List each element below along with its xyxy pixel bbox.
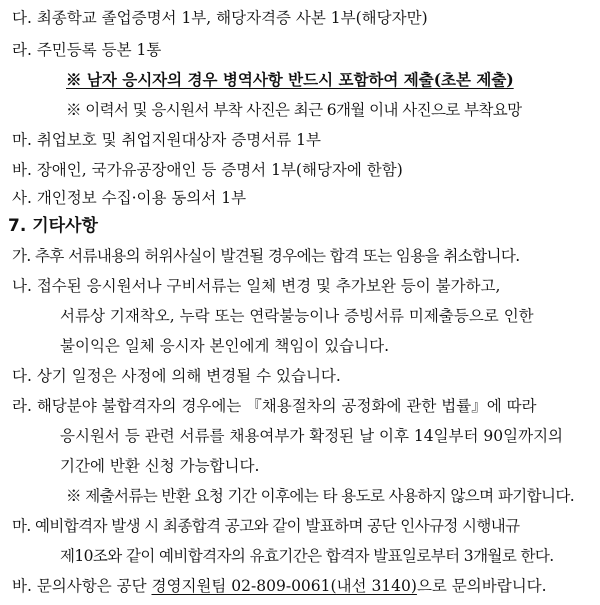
item-ra-line3: 기간에 반환 신청 가능합니다.	[60, 457, 260, 475]
item-na-line1: 나. 접수된 응시원서나 구비서류는 일체 변경 및 추가보완 등이 불가하고,	[12, 277, 501, 295]
item-ma-line1: 마. 예비합격자 발생 시 최종합격 공고와 같이 발표하며 공단 인사규정 시행내규	[12, 517, 520, 535]
item-na-line2: 서류상 기재착오, 누락 또는 연락불능이나 증빙서류 미제출등으로 인한	[60, 307, 534, 325]
item-ba-disability-certificate: 바. 장애인, 국가유공장애인 등 증명서 1부(해당자에 한함)	[12, 161, 403, 179]
note-document-disposal: ※ 제출서류는 반환 요청 기간 이후에는 타 용도로 사용하지 않으며 파기합니다.	[66, 487, 575, 505]
inquiry-prefix: 바. 문의사항은 공단	[12, 577, 152, 595]
item-ra-resident-register: 라. 주민등록 등본 1통	[12, 41, 162, 59]
item-ma-employment-protection: 마. 취업보호 및 취업지원대상자 증명서류 1부	[12, 131, 321, 149]
item-na-line3: 불이익은 일체 응시자 본인에게 책임이 있습니다.	[60, 337, 390, 355]
item-da-diploma: 다. 최종학교 졸업증명서 1부, 해당자격증 사본 1부(해당자만)	[12, 9, 428, 27]
inquiry-suffix: 으로 문의바랍니다.	[416, 577, 547, 595]
item-sa-privacy-consent: 사. 개인정보 수집·이용 동의서 1부	[12, 189, 247, 207]
item-ba-inquiry	[12, 576, 547, 596]
section-title-etc: 7. 기타사항	[8, 216, 98, 236]
note-photo: ※ 이력서 및 응시원서 부착 사진은 최근 6개월 이내 사진으로 부착요망	[66, 101, 522, 119]
item-ra-line1: 라. 해당분야 불합격자의 경우에는 『채용절차의 공정화에 관한 법률』에 따라	[12, 397, 537, 415]
note-military-service: ※ 남자 응시자의 경우 병역사항 반드시 포함하여 제출(초본 제출)	[66, 70, 514, 89]
item-ra-line2: 응시원서 등 관련 서류를 채용여부가 확정된 날 이후 14일부터 90일까지의	[60, 427, 564, 445]
item-ga-false-facts: 가. 추후 서류내용의 허위사실이 발견될 경우에는 합격 또는 임용을 취소합니다.	[12, 247, 520, 265]
item-ma-line2: 제10조와 같이 예비합격자의 유효기간은 합격자 발표일로부터 3개월로 한다.	[60, 547, 554, 565]
inquiry-contact: 경영지원팀 02-809-0061(내선 3140)	[151, 577, 417, 595]
item-da-schedule-change: 다. 상기 일정은 사정에 의해 변경될 수 있습니다.	[12, 367, 341, 385]
